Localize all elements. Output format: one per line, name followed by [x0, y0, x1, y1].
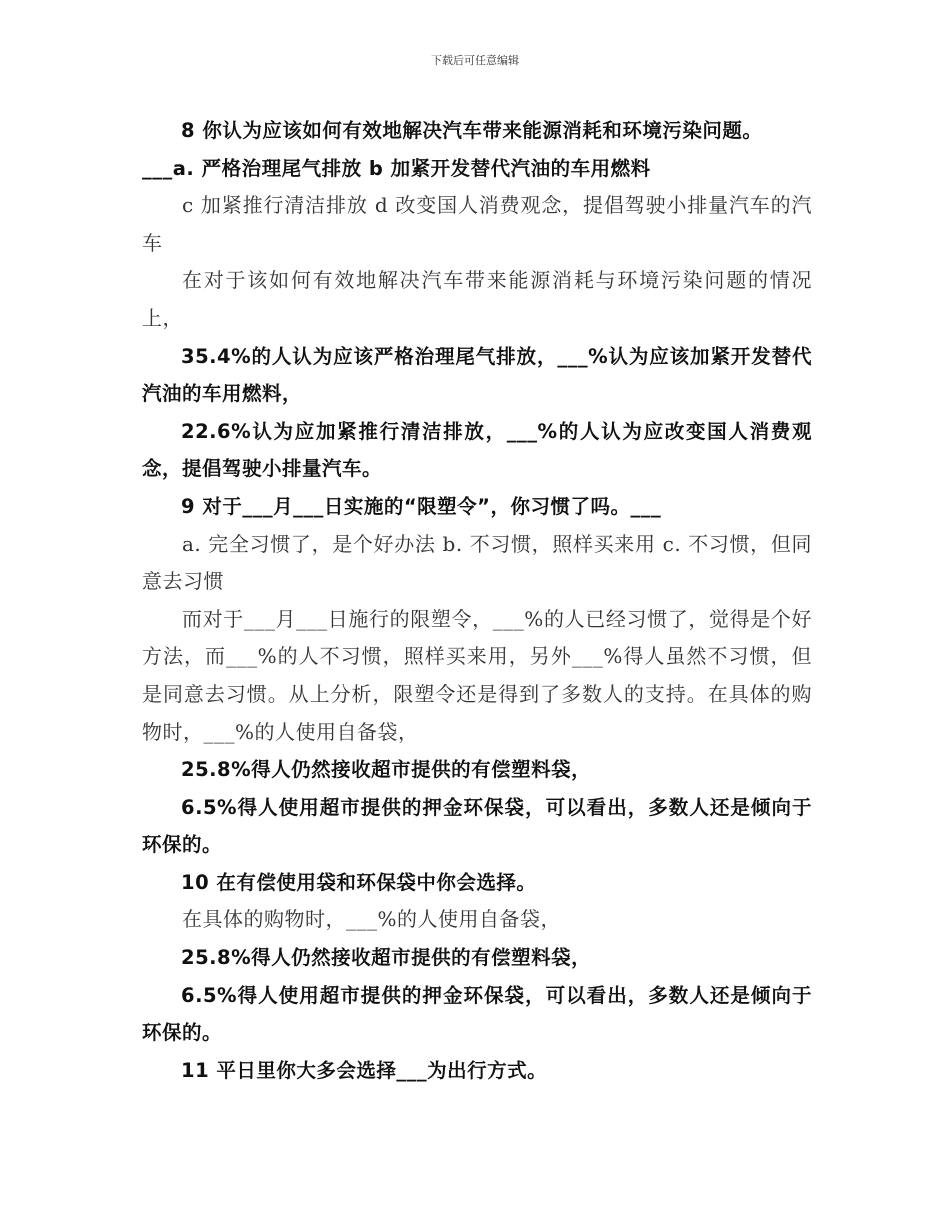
question-10-title: 10 在有偿使用袋和环保袋中你会选择。 [181, 870, 537, 894]
question-11-title: 11 平日里你大多会选择___为出行方式。 [181, 1058, 548, 1082]
question-8-options-cd: c 加紧推行清洁排放 d 改变国人消费观念，提倡驾驶小排量汽车的汽车 [142, 193, 812, 255]
question-8-result-2: 22.6%认为应加紧推行清洁排放，___%的人认为应改变国人消费观念，提倡驾驶小排量汽车。 [142, 419, 812, 481]
question-10-result-1: 25.8%得人仍然接收超市提供的有偿塑料袋， [181, 946, 592, 970]
question-10-result-2: 6.5%得人使用超市提供的押金环保袋，可以看出，多数人还是倾向于环保的。 [142, 983, 812, 1045]
page-header: 下载后可任意编辑 [431, 54, 519, 67]
question-8-analysis-intro: 在对于该如何有效地解决汽车带来能源消耗与环境污染问题的情况上， [142, 268, 812, 330]
question-8-options-ab: ___a. 严格治理尾气排放 b 加紧开发替代汽油的车用燃料 [142, 156, 651, 180]
question-9-options: a. 完全习惯了，是个好办法 b. 不习惯，照样买来用 c. 不习惯，但同意去习惯 [142, 531, 812, 594]
question-9-title: 9 对于___月___日实施的“限塑令”，你习惯了吗。___ [181, 494, 662, 518]
document-body [142, 112, 812, 1089]
question-8-result-1: 35.4%的人认为应该严格治理尾气排放，___%认为应该加紧开发替代汽油的车用燃料， [142, 344, 812, 406]
question-8-title: 8 你认为应该如何有效地解决汽车带来能源消耗和环境污染问题。 [181, 119, 763, 142]
question-10-analysis: 在具体的购物时，___%的人使用自备袋， [182, 907, 562, 932]
question-9-analysis: 而对于___月___日施行的限塑令，___%的人已经习惯了，觉得是个好方法，而___%的人不习惯，照样买来用，另外___%得人虽然不习惯，但是同意去习惯。从上分析，限塑令还是得到了多数人的支持。在具体的购物时，___%的人使用自备袋， [142, 606, 812, 744]
question-9-result-1: 25.8%得人仍然接收超市提供的有偿塑料袋， [181, 758, 592, 782]
question-9-result-2: 6.5%得人使用超市提供的押金环保袋，可以看出，多数人还是倾向于环保的。 [142, 795, 812, 857]
